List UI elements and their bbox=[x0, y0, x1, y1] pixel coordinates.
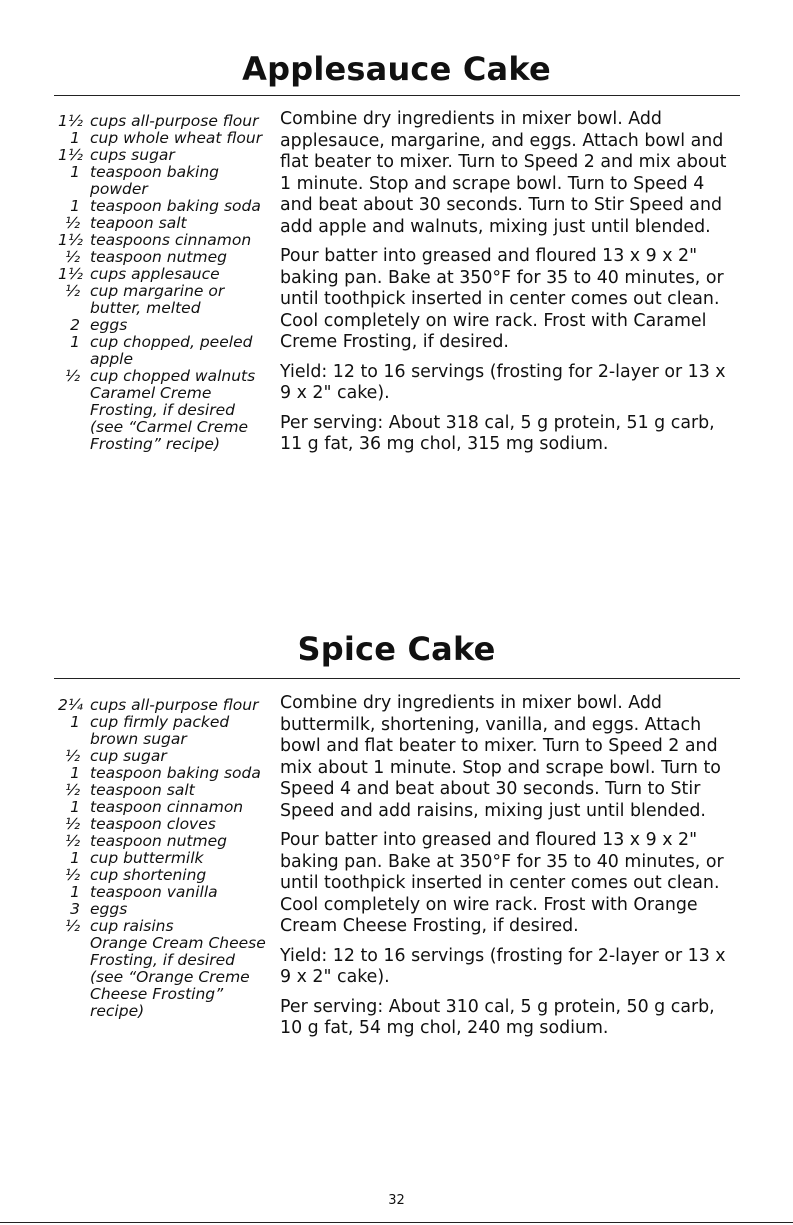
ingredient-item bbox=[58, 833, 273, 850]
ingredient-text: cup margarine or butter, melted bbox=[90, 282, 225, 317]
instruction-paragraph: Yield: 12 to 16 servings (frosting for 2-layer or 13 x 9 x 2" cake). bbox=[280, 361, 726, 403]
ingredient-item bbox=[58, 232, 273, 249]
ingredient-quantity: 1 bbox=[70, 849, 80, 867]
ingredient-text: teaspoon cinnamon bbox=[90, 798, 244, 816]
ingredient-quantity: ½ bbox=[64, 866, 80, 884]
ingredient-item bbox=[58, 334, 273, 368]
ingredient-text: eggs bbox=[90, 316, 128, 334]
ingredient-item bbox=[58, 164, 273, 198]
ingredient-item bbox=[58, 385, 273, 453]
ingredient-item bbox=[58, 147, 273, 164]
footer-divider bbox=[0, 1222, 793, 1223]
instruction-paragraph: Per serving: About 310 cal, 5 g protein, 50 g carb, 10 g fat, 54 mg chol, 240 mg sodium. bbox=[280, 996, 715, 1038]
ingredient-quantity: ½ bbox=[64, 917, 80, 935]
instruction-paragraph: Per serving: About 318 cal, 5 g protein, 51 g carb, 11 g fat, 36 mg chol, 315 mg sodium. bbox=[280, 412, 715, 454]
ingredient-item bbox=[58, 317, 273, 334]
ingredient-quantity: 1½ bbox=[58, 112, 83, 130]
recipe-title-spice: Spice Cake bbox=[297, 630, 496, 668]
ingredient-quantity: 1 bbox=[70, 333, 80, 351]
ingredient-item bbox=[58, 918, 273, 935]
ingredient-quantity: 1 bbox=[70, 163, 80, 181]
ingredient-item bbox=[58, 748, 273, 765]
ingredient-text: cup sugar bbox=[90, 747, 167, 765]
ingredient-text: cup buttermilk bbox=[90, 849, 204, 867]
ingredient-text: cups all-purpose flour bbox=[90, 696, 259, 714]
ingredient-quantity: 1 bbox=[70, 798, 80, 816]
ingredient-quantity: 1½ bbox=[58, 265, 83, 283]
ingredient-quantity: ½ bbox=[64, 815, 80, 833]
ingredient-text: cup raisins bbox=[90, 917, 174, 935]
ingredient-quantity: 1 bbox=[70, 197, 80, 215]
ingredient-quantity: 1 bbox=[70, 764, 80, 782]
ingredient-text: teaspoon salt bbox=[90, 781, 195, 799]
ingredient-item bbox=[58, 850, 273, 867]
ingredient-item bbox=[58, 935, 273, 1020]
ingredient-quantity: 1 bbox=[70, 129, 80, 147]
ingredient-quantity: 1½ bbox=[58, 231, 83, 249]
ingredient-text: teaspoon vanilla bbox=[90, 883, 218, 901]
ingredient-quantity: 1½ bbox=[58, 146, 83, 164]
ingredient-quantity: ½ bbox=[64, 781, 80, 799]
ingredient-item bbox=[58, 368, 273, 385]
ingredient-item bbox=[58, 782, 273, 799]
instructions-spice bbox=[280, 693, 735, 1048]
title-divider-spice bbox=[54, 678, 740, 679]
ingredient-quantity bbox=[58, 935, 90, 1020]
ingredient-item bbox=[58, 283, 273, 317]
ingredient-text: cups all-purpose flour bbox=[90, 112, 259, 130]
ingredient-text: cup whole wheat flour bbox=[90, 129, 263, 147]
ingredient-text: teaspoon cloves bbox=[90, 815, 216, 833]
ingredient-quantity: 1 bbox=[70, 713, 80, 731]
ingredient-quantity: ½ bbox=[64, 214, 80, 232]
ingredient-text: cup shortening bbox=[90, 866, 207, 884]
instructions-applesauce bbox=[280, 109, 735, 464]
ingredient-text: Orange Cream Cheese Frosting, if desired (see “Orange Creme Cheese Frosting” recipe) bbox=[90, 934, 266, 1020]
ingredient-text: teapoon salt bbox=[90, 214, 187, 232]
ingredient-list-spice bbox=[58, 697, 273, 1020]
instruction-paragraph: Yield: 12 to 16 servings (frosting for 2-layer or 13 x 9 x 2" cake). bbox=[280, 945, 726, 987]
ingredient-item bbox=[58, 884, 273, 901]
ingredient-item bbox=[58, 198, 273, 215]
ingredient-quantity bbox=[58, 385, 90, 453]
ingredient-item bbox=[58, 697, 273, 714]
instruction-paragraph: Pour batter into greased and floured 13 x 9 x 2" baking pan. Bake at 350°F for 35 to 40 minutes, or until toothpick inserted in center comes out clean. Cool completely on wire rack. Frost with Caramel Creme Frosting, if desired. bbox=[280, 246, 724, 352]
ingredient-text: teaspoon nutmeg bbox=[90, 248, 227, 266]
ingredient-quantity: ½ bbox=[64, 747, 80, 765]
ingredient-quantity: 1 bbox=[70, 883, 80, 901]
ingredient-text: teaspoon baking soda bbox=[90, 197, 261, 215]
ingredient-text: teaspoon baking powder bbox=[90, 163, 220, 198]
ingredient-text: cup firmly packed brown sugar bbox=[90, 713, 230, 748]
ingredient-item bbox=[58, 816, 273, 833]
ingredient-quantity: ½ bbox=[64, 248, 80, 266]
title-divider-applesauce bbox=[54, 95, 740, 96]
ingredient-quantity: ½ bbox=[64, 832, 80, 850]
ingredient-item bbox=[58, 130, 273, 147]
ingredient-text: teaspoon baking soda bbox=[90, 764, 261, 782]
instruction-paragraph: Combine dry ingredients in mixer bowl. Add buttermilk, shortening, vanilla, and eggs. Attach bowl and flat beater to mixer. Turn to Speed 2 and mix about 1 minute. Stop and scrape bowl. Turn to Speed 4 and beat about 30 seconds. Turn to Stir Speed and add raisins, mixing just until blended. bbox=[280, 693, 721, 821]
ingredient-quantity: ½ bbox=[64, 367, 80, 385]
ingredient-item bbox=[58, 714, 273, 748]
ingredient-text: eggs bbox=[90, 900, 128, 918]
instruction-paragraph: Pour batter into greased and floured 13 x 9 x 2" baking pan. Bake at 350°F for 35 to 40 minutes, or until toothpick inserted in center comes out clean. Cool completely on wire rack. Frost with Orange Cream Cheese Frosting, if desired. bbox=[280, 830, 724, 936]
ingredient-quantity: 2 bbox=[70, 316, 80, 334]
ingredient-item bbox=[58, 215, 273, 232]
ingredient-item bbox=[58, 249, 273, 266]
ingredient-text: cups sugar bbox=[90, 146, 175, 164]
ingredient-item bbox=[58, 867, 273, 884]
page-number: 32 bbox=[388, 1193, 405, 1208]
ingredient-text: cups applesauce bbox=[90, 265, 220, 283]
ingredient-list-applesauce bbox=[58, 113, 273, 453]
ingredient-text: cup chopped walnuts bbox=[90, 367, 256, 385]
ingredient-quantity: ½ bbox=[64, 282, 80, 300]
ingredient-item bbox=[58, 799, 273, 816]
ingredient-item bbox=[58, 266, 273, 283]
ingredient-text: cup chopped, peeled apple bbox=[90, 333, 253, 368]
ingredient-text: Caramel Creme Frosting, if desired (see “Carmel Creme Frosting” recipe) bbox=[90, 384, 249, 453]
ingredient-item bbox=[58, 765, 273, 782]
ingredient-item bbox=[58, 901, 273, 918]
ingredient-quantity: 2¼ bbox=[58, 696, 83, 714]
ingredient-text: teaspoons cinnamon bbox=[90, 231, 252, 249]
ingredient-text: teaspoon nutmeg bbox=[90, 832, 227, 850]
ingredient-item bbox=[58, 113, 273, 130]
instruction-paragraph: Combine dry ingredients in mixer bowl. Add applesauce, margarine, and eggs. Attach bowl and flat beater to mixer. Turn to Speed 2 and mix about 1 minute. Stop and scrape bowl. Turn to Speed 4 and beat about 30 seconds. Turn to Stir Speed and add apple and walnuts, mixing just until blended. bbox=[280, 109, 727, 237]
recipe-title-applesauce: Applesauce Cake bbox=[242, 50, 551, 88]
ingredient-quantity: 3 bbox=[70, 900, 80, 918]
